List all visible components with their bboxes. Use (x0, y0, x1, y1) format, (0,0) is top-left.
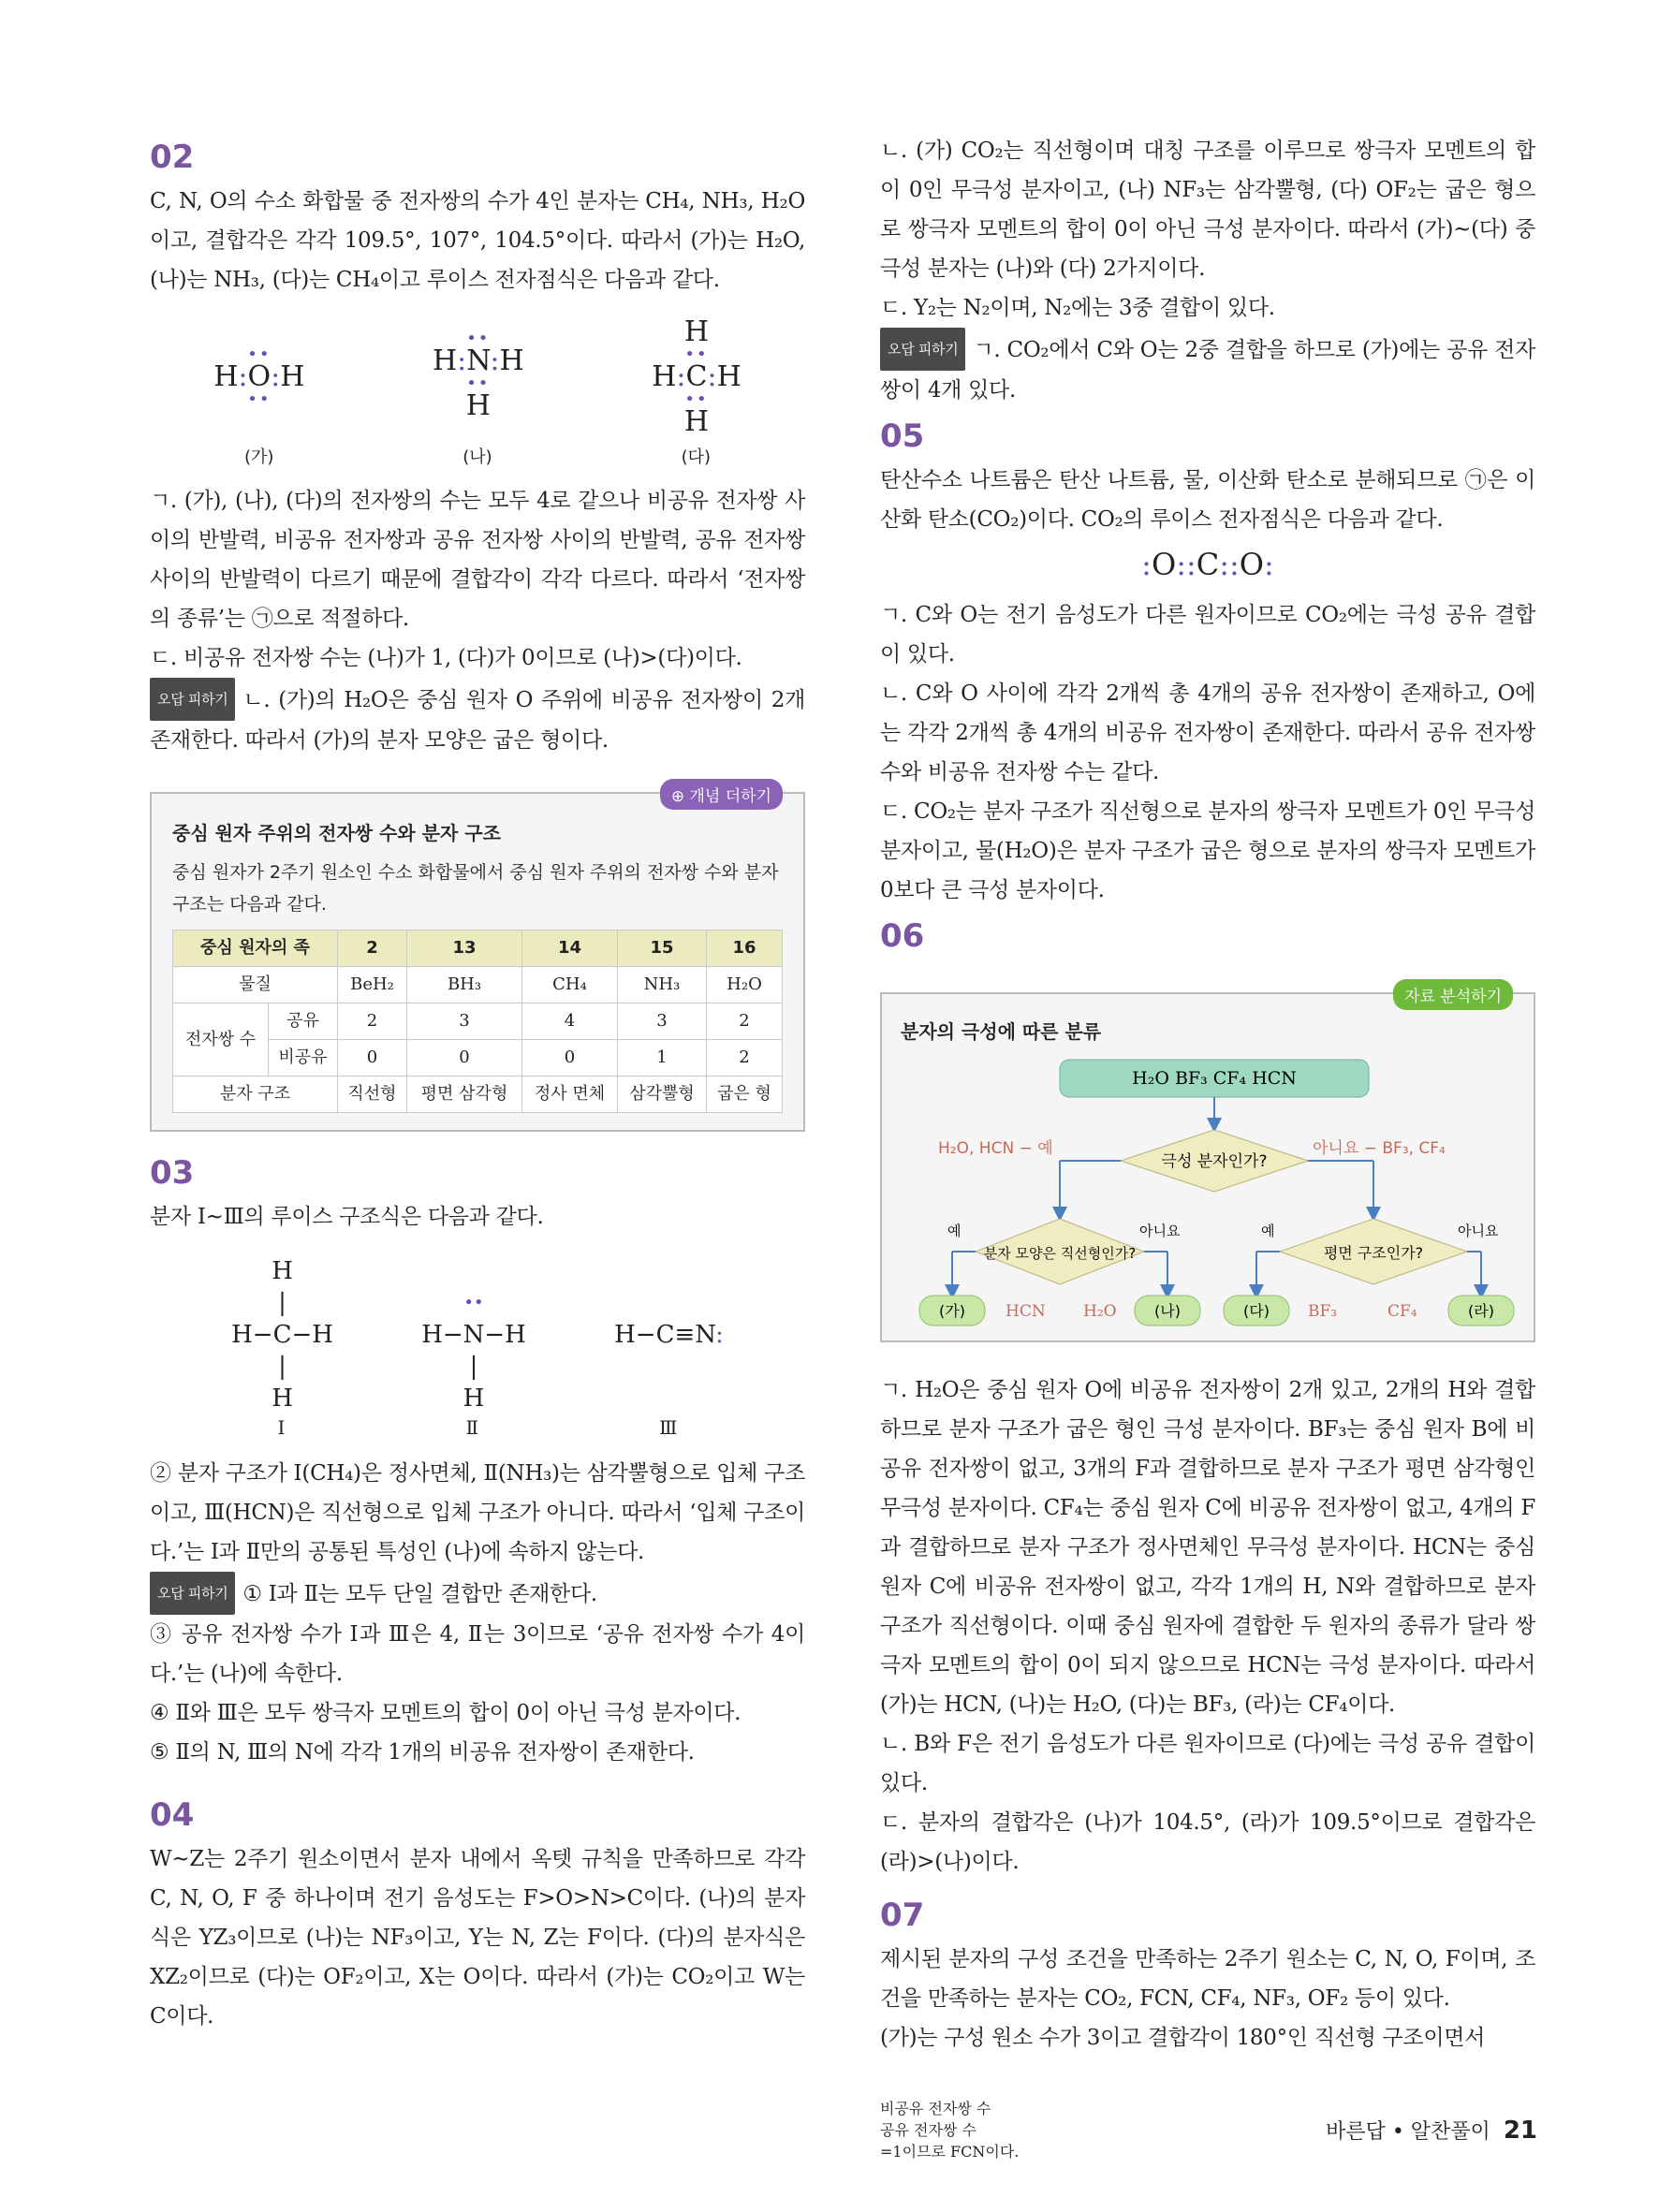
structure-nh3: •• H−N−H | H (421, 1293, 526, 1413)
concept-title: 중심 원자 주위의 전자쌍 수와 분자 구조 (172, 822, 501, 844)
th-group-14: 14 (522, 930, 618, 967)
result-da-molecule: BF₃ (1308, 1302, 1338, 1321)
cell: NH₃ (617, 967, 706, 1003)
flowchart-box (880, 988, 1535, 1342)
cell: 0 (522, 1040, 618, 1077)
q04-paragraph-4-text: ㄱ. CO₂에서 C와 O는 2중 결합을 하므로 (가)에는 공유 전자쌍이 4개 있다. (880, 338, 1535, 403)
result-da-text: (다) (1243, 1302, 1270, 1320)
question-number-05: 05 (880, 417, 925, 455)
yes-1: 예 (947, 1223, 962, 1239)
q04-paragraph-1: W~Z는 2주기 원소이면서 분자 내에서 옥텟 규칙을 만족하므로 각각 C, N, O, F 중 하나이며 전기 음성도는 F>O>N>C이다. (나)의 분자식은 YZ₃이므로 (나)는 NF₃이고, Y는 N, Z는 F이다. (다)의 분자식은 XZ₂이므로 (다)는 OF₂이고, X는 O이다. 따라서 (가)는 CO₂이고 W는 C이다. (150, 1847, 805, 2029)
cell: 2 (707, 1040, 783, 1077)
q03-paragraph-6: ⑤ Ⅱ의 N, Ⅲ의 N에 각각 1개의 비공유 전자쌍이 존재한다. (150, 1740, 695, 1765)
cell: 0 (337, 1040, 406, 1077)
result-na-text: (나) (1154, 1302, 1181, 1320)
row-lone-head: 비공유 (268, 1040, 337, 1077)
q02-paragraph-4-text: ㄴ. (가)의 H₂O은 중심 원자 O 주위에 비공유 전자쌍이 2개 존재한다. 따라서 (가)의 분자 모양은 굽은 형이다. (150, 688, 805, 753)
row-substance-head: 물질 (173, 967, 338, 1003)
label-da: (다) (681, 447, 712, 467)
q05-paragraph-1: 탄산수소 나트륨은 탄산 나트륨, 물, 이산화 탄소로 분해되므로 ㉠은 이산화 탄소(CO₂)이다. CO₂의 루이스 전자점식은 다음과 같다. (880, 468, 1535, 532)
fraction-numerator: 비공유 전자쌍 수 (880, 2100, 991, 2117)
q07-paragraph-3-text: =1이므로 FCN이다. (880, 2143, 1020, 2161)
decision-polar-text: 극성 분자인가? (1161, 1152, 1268, 1171)
label-ii: Ⅱ (465, 1416, 479, 1439)
result-na-molecule: H₂O (1083, 1302, 1117, 1321)
q06-paragraph-2: ㄴ. B와 F은 전기 음성도가 다른 원자이므로 (다)에는 극성 공유 결합이 있다. (880, 1732, 1535, 1795)
q05-paragraph-2: ㄱ. C와 O는 전기 음성도가 다른 원자이므로 CO₂에는 극성 공유 결합이 있다. (880, 603, 1535, 667)
cell: 평면 삼각형 (407, 1077, 522, 1113)
result-ga-molecule: HCN (1006, 1302, 1046, 1321)
wrong-answer-tag: 오답 피하기 (150, 1572, 235, 1615)
lewis-dot-structures (150, 316, 805, 438)
lewis-co2: :O::C::O: (1141, 547, 1274, 582)
structure-labels (150, 1416, 805, 1439)
concept-desc: 중심 원자가 2주기 원소인 수소 화합물에서 중심 원자 주위의 전자쌍 수와 분자 구조는 다음과 같다. (172, 862, 779, 915)
wrong-answer-tag: 오답 피하기 (880, 328, 965, 371)
cell: BH₃ (407, 967, 522, 1003)
q05-paragraph-4: ㄷ. CO₂는 분자 구조가 직선형으로 분자의 쌍극자 모멘트가 0인 무극성 분자이고, 물(H₂O)은 분자 구조가 굽은 형으로 분자의 쌍극자 모멘트가 0보다 큰 극성 분자이다. (880, 799, 1535, 902)
cell: 3 (617, 1003, 706, 1040)
q03-paragraph-1: 분자 Ⅰ~Ⅲ의 루이스 구조식은 다음과 같다. (150, 1205, 544, 1229)
lewis-nh3: •• H:N:H •• H (432, 329, 524, 422)
q05-paragraph-3: ㄴ. C와 O 사이에 각각 2개씩 총 4개의 공유 전자쌍이 존재하고, O에는 각각 2개씩 총 4개의 비공유 전자쌍이 존재한다. 따라서 공유 전자쌍 수와 비공유 전자쌍 수는 같다. (880, 681, 1535, 784)
th-group-2: 2 (337, 930, 406, 967)
lewis-h2o: •• H:O:H •• (213, 344, 305, 409)
row-shape-head: 분자 구조 (173, 1077, 338, 1113)
wrong-answer-tag: 오답 피하기 (150, 678, 235, 721)
q03-paragraph-2: ② 분자 구조가 Ⅰ(CH₄)은 정사면체, Ⅱ(NH₃)는 삼각뿔형으로 입체 구조이고, Ⅲ(HCN)은 직선형으로 입체 구조가 아니다. 따라서 ‘입체 구조이다.’는 Ⅰ과 Ⅱ만의 공통된 특성인 (나)에 속하지 않는다. (150, 1461, 805, 1564)
cell: 2 (707, 1003, 783, 1040)
q06-paragraph-3: ㄷ. 분자의 결합각은 (나)가 104.5°, (라)가 109.5°이므로 결합각은 (라)>(나)이다. (880, 1810, 1535, 1874)
concept-badge: ⊕ 개념 더하기 (660, 779, 783, 810)
cell: 3 (407, 1003, 522, 1040)
cell: 굽은 형 (707, 1077, 783, 1113)
electron-pair-table (172, 930, 783, 1113)
concept-box (150, 787, 805, 1132)
q04-paragraph-4 (880, 328, 1535, 410)
q03-paragraph-3-text: ① Ⅰ과 Ⅱ는 모두 단일 결합만 존재한다. (242, 1582, 597, 1606)
lewis-ch4: H •• H:C:H •• H (652, 315, 741, 438)
left-column (150, 131, 805, 2036)
flowchart-diagram (882, 994, 1534, 1337)
start-text: H₂O BF₃ CF₄ HCN (1132, 1068, 1297, 1089)
cell: BeH₂ (337, 967, 406, 1003)
result-ra-text: (라) (1468, 1302, 1494, 1320)
label-iii: Ⅲ (659, 1416, 678, 1439)
q03-paragraph-3 (150, 1572, 805, 1615)
yes-2: 예 (1261, 1223, 1275, 1239)
q07-paragraph-1: 제시된 분자의 구성 조건을 만족하는 2주기 원소는 C, N, O, F이며, 조건을 만족하는 분자는 CO₂, FCN, CF₄, NF₃, OF₂ 등이 있다. (880, 1947, 1535, 2011)
analysis-badge: 자료 분석하기 (1393, 979, 1513, 1010)
question-number-02: 02 (150, 139, 195, 176)
row-pairs-head: 전자쌍 수 (173, 1003, 269, 1077)
result-ga-text: (가) (939, 1302, 965, 1320)
branch-yes-label: H₂O, HCN − 예 (938, 1139, 1053, 1158)
label-na: (나) (462, 447, 492, 467)
no-1: 아니요 (1139, 1223, 1181, 1239)
no-2: 아니요 (1458, 1223, 1499, 1239)
cell: 4 (522, 1003, 618, 1040)
cell: 정사 면체 (522, 1077, 618, 1113)
decision-planar-text: 평면 구조인가? (1323, 1244, 1424, 1262)
q02-paragraph-4 (150, 678, 805, 760)
th-group: 중심 원자의 족 (173, 930, 338, 967)
th-group-15: 15 (617, 930, 706, 967)
cell: 삼각뿔형 (617, 1077, 706, 1113)
th-group-16: 16 (707, 930, 783, 967)
q04-paragraph-2: ㄴ. (가) CO₂는 직선형이며 대칭 구조를 이루므로 쌍극자 모멘트의 합이 0인 무극성 분자이고, (나) NF₃는 삼각뿔형, (다) OF₂는 굽은 형으로 쌍극자 모멘트의 합이 0이 아닌 극성 분자이다. 따라서 (가)~(다) 중 극성 분자는 (나)와 (다) 2가지이다. (880, 139, 1535, 281)
th-group-13: 13 (407, 930, 522, 967)
question-number-07: 07 (880, 1897, 925, 1934)
q07-paragraph-2: (가)는 구성 원소 수가 3이고 결합각이 180°인 직선형 구조이면서 (880, 2026, 1486, 2050)
row-shared-head: 공유 (268, 1003, 337, 1040)
q02-paragraph-2: ㄱ. (가), (나), (다)의 전자쌍의 수는 모두 4로 같으나 비공유 전자쌍 사이의 반발력, 비공유 전자쌍과 공유 전자쌍 사이의 반발력, 공유 전자쌍 사이의 반발력이 다르기 때문에 결합각이 각각 다르다. 따라서 ‘전자쌍의 종류’는 ㉠으로 적절하다. (150, 489, 805, 631)
q02-paragraph-1: C, N, O의 수소 화합물 중 전자쌍의 수가 4인 분자는 CH₄, NH₃, H₂O이고, 결합각은 각각 109.5°, 107°, 104.5°이다. 따라서 (가)는 H₂O, (나)는 NH₃, (다)는 CH₄이고 루이스 전자점식은 다음과 같다. (150, 189, 805, 292)
cell: CH₄ (522, 967, 618, 1003)
cell: H₂O (707, 967, 783, 1003)
question-number-04: 04 (150, 1796, 195, 1834)
result-ra-molecule: CF₄ (1387, 1302, 1417, 1321)
question-number-06: 06 (880, 917, 925, 955)
branch-no-label: 아니요 − BF₃, CF₄ (1313, 1139, 1446, 1158)
q03-paragraph-5: ④ Ⅱ와 Ⅲ은 모두 쌍극자 모멘트의 합이 0이 아닌 극성 분자이다. (150, 1701, 741, 1725)
q07-paragraph-3 (880, 2058, 1535, 2097)
right-column (880, 131, 1535, 2176)
q02-paragraph-3: ㄷ. 비공유 전자쌍 수는 (나)가 1, (다)가 0이므로 (나)>(다)이다. (150, 646, 742, 670)
lewis-labels (150, 444, 805, 468)
q03-paragraph-4: ③ 공유 전자쌍 수가 Ⅰ과 Ⅲ은 4, Ⅱ는 3이므로 ‘공유 전자쌍 수가 4이다.’는 (나)에 속한다. (150, 1622, 805, 1686)
q06-paragraph-1: ㄱ. H₂O은 중심 원자 O에 비공유 전자쌍이 2개 있고, 2개의 H와 결합하므로 분자 구조가 굽은 형인 극성 분자이다. BF₃는 중심 원자 B에 비공유 전자쌍이 없고, 3개의 F과 결합하므로 분자 구조가 평면 삼각형인 무극성 분자이다. CF₄는 중심 원자 C에 비공유 전자쌍이 없고, 4개의 F과 결합하므로 분자 구조가 정사면체인 무극성 분자이다. HCN는 중심 원자 C에 비공유 전자쌍이 없고, 각각 1개의 H, N와 결합하므로 분자 구조가 직선형이다. 이때 중심 원자에 결합한 두 원자의 종류가 달라 쌍극자 모멘트의 합이 0이 되지 않으므로 HCN는 극성 분자이다. 따라서 (가)는 HCN, (나)는 H₂O, (다)는 BF₃, (라)는 CF₄이다. (880, 1378, 1535, 1717)
lewis-structural-formulas (150, 1255, 805, 1414)
cell: 2 (337, 1003, 406, 1040)
cell: 직선형 (337, 1077, 406, 1113)
decision-linear-text: 분자 모양은 직선형인가? (983, 1245, 1137, 1262)
question-number-03: 03 (150, 1154, 195, 1192)
q04-paragraph-3: ㄷ. Y₂는 N₂이며, N₂에는 3중 결합이 있다. (880, 296, 1275, 320)
page-footer (1326, 2116, 1537, 2145)
flowchart-title: 분자의 극성에 따른 분류 (901, 1020, 1102, 1043)
label-ga: (가) (243, 447, 274, 467)
label-i: Ⅰ (277, 1416, 286, 1439)
page-number: 21 (1503, 2117, 1537, 2145)
cell: 0 (407, 1040, 522, 1077)
fraction-denominator: 공유 전자쌍 수 (880, 2121, 976, 2139)
footer-label: 바른답 • 알찬풀이 (1326, 2120, 1490, 2144)
cell: 1 (617, 1040, 706, 1077)
structure-hcn: H−C≡N: (614, 1321, 724, 1349)
structure-ch4: H | H−C−H | H (231, 1257, 333, 1413)
